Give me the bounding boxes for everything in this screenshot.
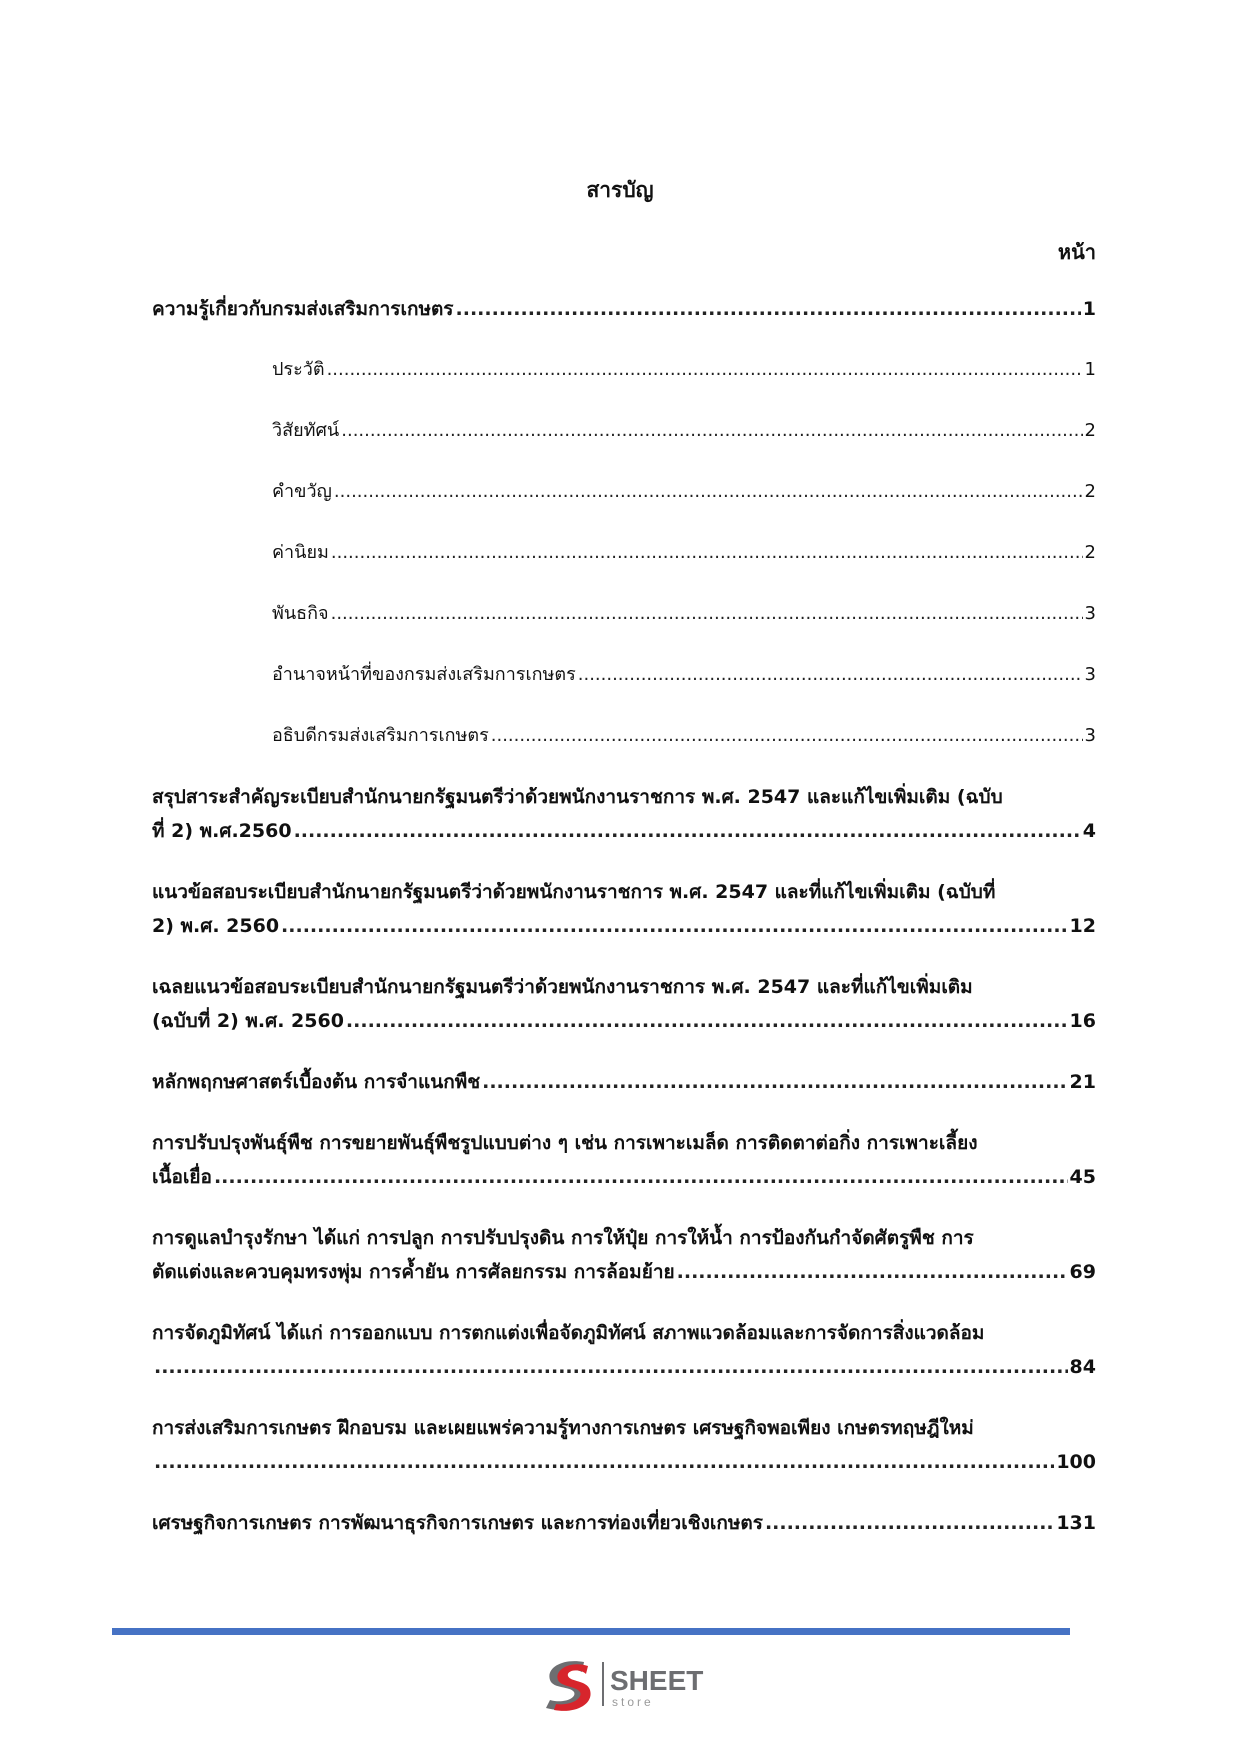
dot-leader: [765, 1506, 1054, 1540]
toc-entry-title-line: การจัดภูมิทัศน์ ได้แก่ การออกแบบ การตกแต่งเพื่อจัดภูมิทัศน์ สภาพแวดล้อมและการจัดการสิ่งแวดล้อม: [152, 1322, 985, 1344]
toc-entry-page: 45: [1069, 1166, 1096, 1188]
toc-entry: [272, 475, 1096, 509]
toc-entry-title: ที่ 2) พ.ศ.2560: [152, 820, 292, 842]
toc-entry-page: 3: [1084, 603, 1096, 624]
dot-leader: [331, 536, 1083, 570]
toc-entry-title-line: สรุปสาระสำคัญระเบียบสำนักนายกรัฐมนตรีว่าด้วยพนักงานราชการ พ.ศ. 2547 และแก้ไขเพิ่มเติม (ฉบับ: [152, 786, 1003, 808]
dot-leader: [334, 475, 1083, 509]
toc-entry-page: 12: [1069, 915, 1096, 937]
dot-leader: [677, 1255, 1068, 1289]
dot-leader: [214, 1160, 1068, 1194]
toc-entry-title-line: เฉลยแนวข้อสอบระเบียบสำนักนายกรัฐมนตรีว่าด้วยพนักงานราชการ พ.ศ. 2547 และที่แก้ไขเพิ่มเติม: [152, 976, 973, 998]
dot-leader: [341, 414, 1082, 448]
dot-leader: [154, 1445, 1054, 1479]
sheet-store-logo-icon: [540, 1656, 720, 1712]
toc-entry-title: เนื้อเยื่อ: [152, 1166, 212, 1188]
toc-entry-page: 1: [1082, 298, 1096, 320]
page-title: สารบัญ: [586, 178, 654, 202]
toc-entry: [152, 875, 1096, 943]
toc-entry-page: 16: [1069, 1010, 1096, 1032]
toc-entry-page: 131: [1056, 1512, 1096, 1534]
toc-entry-page: 1: [1084, 359, 1096, 380]
toc-entry-title-line: แนวข้อสอบระเบียบสำนักนายกรัฐมนตรีว่าด้วยพนักงานราชการ พ.ศ. 2547 และที่แก้ไขเพิ่มเติม (ฉบับที่: [152, 881, 996, 903]
toc-entry-title-line: การดูแลบำรุงรักษา ได้แก่ การปลูก การปรับปรุงดิน การให้ปุ๋ย การให้น้ำ การป้องกันกำจัดศัตรูพืช การ: [152, 1227, 974, 1249]
toc-entry-title: (ฉบับที่ 2) พ.ศ. 2560: [152, 1010, 344, 1032]
toc-entry: [152, 1506, 1096, 1540]
toc-entry: [152, 1126, 1096, 1194]
dot-leader: [578, 658, 1083, 692]
dot-leader: [281, 909, 1068, 943]
footer-rule: [112, 1628, 1070, 1635]
toc-entry-title: คำขวัญ: [272, 481, 332, 502]
toc-entry-title: หลักพฤกษศาสตร์เบื้องต้น การจำแนกพืช: [152, 1071, 481, 1093]
toc-entry: [272, 414, 1096, 448]
toc-entry: [152, 1411, 1096, 1479]
dot-leader: [482, 1065, 1067, 1099]
toc-entry-title: เศรษฐกิจการเกษตร การพัฒนาธุรกิจการเกษตร และการท่องเที่ยวเชิงเกษตร: [152, 1512, 763, 1534]
toc-entry: [272, 658, 1096, 692]
toc-entry-page: 2: [1084, 481, 1096, 502]
toc-entry-title: 2) พ.ศ. 2560: [152, 915, 280, 937]
toc-entry-page: 2: [1084, 542, 1096, 563]
dot-leader: [327, 353, 1083, 387]
dot-leader: [456, 292, 1081, 326]
toc-entry-page: 84: [1069, 1356, 1096, 1378]
toc-entry-title: ค่านิยม: [272, 542, 329, 563]
toc-entry-page: 3: [1084, 664, 1096, 685]
toc-entry-title: วิสัยทัศน์: [272, 420, 340, 441]
toc-entry: [152, 1221, 1096, 1289]
toc-entry-title: ประวัติ: [272, 359, 325, 380]
dot-leader: [331, 597, 1083, 631]
toc-entry-page: 4: [1082, 820, 1096, 842]
toc-entry-title-line: การปรับปรุงพันธุ์พืช การขยายพันธุ์พืชรูปแบบต่าง ๆ เช่น การเพาะเมล็ด การติดตาต่อกิ่ง การเพาะเลี้ยง: [152, 1132, 978, 1154]
toc-entry-title: พันธกิจ: [272, 603, 329, 624]
toc-entry-title: อธิบดีกรมส่งเสริมการเกษตร: [272, 725, 489, 746]
toc-entry: [152, 1316, 1096, 1384]
toc-entry: [152, 780, 1096, 848]
toc-entry-title-line: การส่งเสริมการเกษตร ฝึกอบรม และเผยแพร่ความรู้ทางการเกษตร เศรษฐกิจพอเพียง เกษตรทฤษฎีใหม่: [152, 1417, 974, 1439]
toc-entry-page: 2: [1084, 420, 1096, 441]
toc-entry-title: อำนาจหน้าที่ของกรมส่งเสริมการเกษตร: [272, 664, 576, 685]
toc-entry-page: 100: [1056, 1451, 1096, 1473]
sheet-store-logo: [540, 1656, 720, 1712]
table-of-contents: [152, 292, 1096, 1567]
toc-entry: [152, 1065, 1096, 1099]
page-column-header: หน้า: [1057, 240, 1096, 264]
logo-subtext: store: [612, 1695, 654, 1709]
toc-entry: [152, 970, 1096, 1038]
toc-entry: [152, 292, 1096, 326]
toc-entry: [272, 719, 1096, 753]
toc-entry-page: 69: [1069, 1261, 1096, 1283]
toc-entry: [272, 597, 1096, 631]
dot-leader: [491, 719, 1083, 753]
toc-entry: [272, 536, 1096, 570]
dot-leader: [294, 814, 1081, 848]
toc-entry-page: 3: [1084, 725, 1096, 746]
toc-entry-page: 21: [1069, 1071, 1096, 1093]
dot-leader: [346, 1004, 1068, 1038]
toc-entry-title: ความรู้เกี่ยวกับกรมส่งเสริมการเกษตร: [152, 298, 454, 320]
toc-entry: [272, 353, 1096, 387]
logo-text: SHEET: [610, 1665, 704, 1696]
dot-leader: [154, 1350, 1068, 1384]
toc-entry-title: ตัดแต่งและควบคุมทรงพุ่ม การค้ำยัน การศัลยกรรม การล้อมย้าย: [152, 1261, 675, 1283]
